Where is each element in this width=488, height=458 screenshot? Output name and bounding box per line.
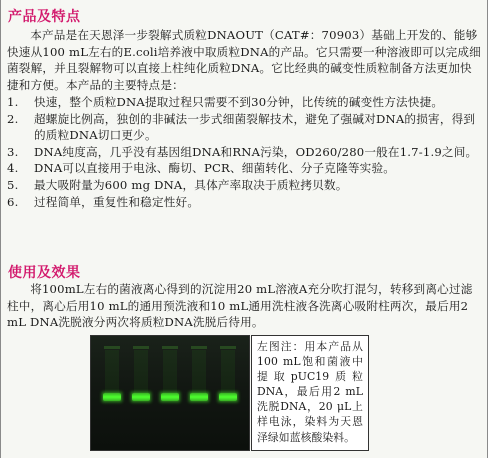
- figure-caption: 左图注：用本产品从100 mL饱和菌液中提取pUC19质粒DNA，最后用2 mL洗脱DNA，20 μL上样电泳，染料为天恩泽绿如蓝核酸染料。: [251, 335, 369, 451]
- feature-number: 3.: [7, 144, 19, 159]
- gel-band: [132, 393, 150, 401]
- feature-item: [7, 111, 483, 144]
- feature-text: DNA纯度高，几乎没有基因组DNA和RNA污染，OD260/280一般在1.7-1.9之间。: [34, 144, 478, 159]
- gel-image-canvas: [91, 336, 249, 450]
- gel-band: [103, 393, 121, 401]
- gel-well: [162, 346, 178, 349]
- feature-item: [7, 160, 483, 177]
- section-heading-usage: 使用及效果: [8, 265, 81, 281]
- feature-text: 最大吸附量为600 mg DNA，具体产率取决于质粒拷贝数。: [34, 177, 348, 192]
- feature-text: 快速，整个质粒DNA提取过程只需要不到30分钟，比传统的碱变性方法快捷。: [34, 95, 444, 109]
- gel-lane-smear: [192, 350, 206, 394]
- feature-item: [7, 194, 483, 211]
- gel-band: [161, 393, 179, 401]
- gel-well: [133, 346, 149, 349]
- feature-text: 过程简单，重复性和稳定性好。: [34, 194, 200, 209]
- features-intro-paragraph: 本产品是在天恩泽一步裂解式质粒DNAOUT（CAT#：70903）基础上开发的、能够快速从100 mL左右的E.coli培养液中取质粒DNA的产品。它只需要一种溶液即可以完成细菌裂解，并且裂解物可以直接上柱纯化质粒DNA。它比经典的碱变性质粒制备方法更加快捷和方便。本产品的主要特点是：: [7, 28, 481, 92]
- feature-text: DNA可以直接用于电泳、酶切、PCR、细菌转化、分子克隆等实验。: [34, 161, 396, 176]
- feature-list: [7, 94, 483, 210]
- feature-text: 超螺旋比例高，独创的非碱法一步式细菌裂解技术，避免了强碱对DNA的损害，得到的质粒DNA切口更少。: [34, 111, 476, 143]
- gel-lane-smear: [163, 350, 177, 394]
- gel-lane-smear: [105, 350, 119, 394]
- gel-lane-smear: [134, 350, 148, 394]
- feature-number: 2.: [7, 111, 19, 126]
- gel-band: [190, 393, 208, 401]
- feature-number: 4.: [7, 161, 19, 176]
- gel-well: [191, 346, 207, 349]
- gel-electrophoresis-image: [90, 335, 250, 451]
- feature-number: 6.: [7, 194, 19, 209]
- gel-lane-smear: [221, 350, 235, 394]
- feature-number: 1.: [7, 95, 19, 109]
- section-heading-features: 产品及特点: [8, 9, 81, 25]
- gel-band: [219, 393, 237, 401]
- feature-number: 5.: [7, 177, 19, 192]
- gel-well: [104, 346, 120, 349]
- feature-item: [7, 94, 483, 111]
- feature-item: [7, 144, 483, 161]
- feature-item: [7, 177, 483, 194]
- usage-paragraph: 将100mL左右的菌液离心得到的沉淀用20 mL溶液A充分吹打混匀，转移到离心过滤柱中，离心后用10 mL的通用预洗液和10 mL通用洗柱液各洗离心吸附柱两次，最后用2 mL DNA洗脱液分两次将质粒DNA洗脱后待用。: [7, 282, 473, 330]
- gel-well: [220, 346, 236, 349]
